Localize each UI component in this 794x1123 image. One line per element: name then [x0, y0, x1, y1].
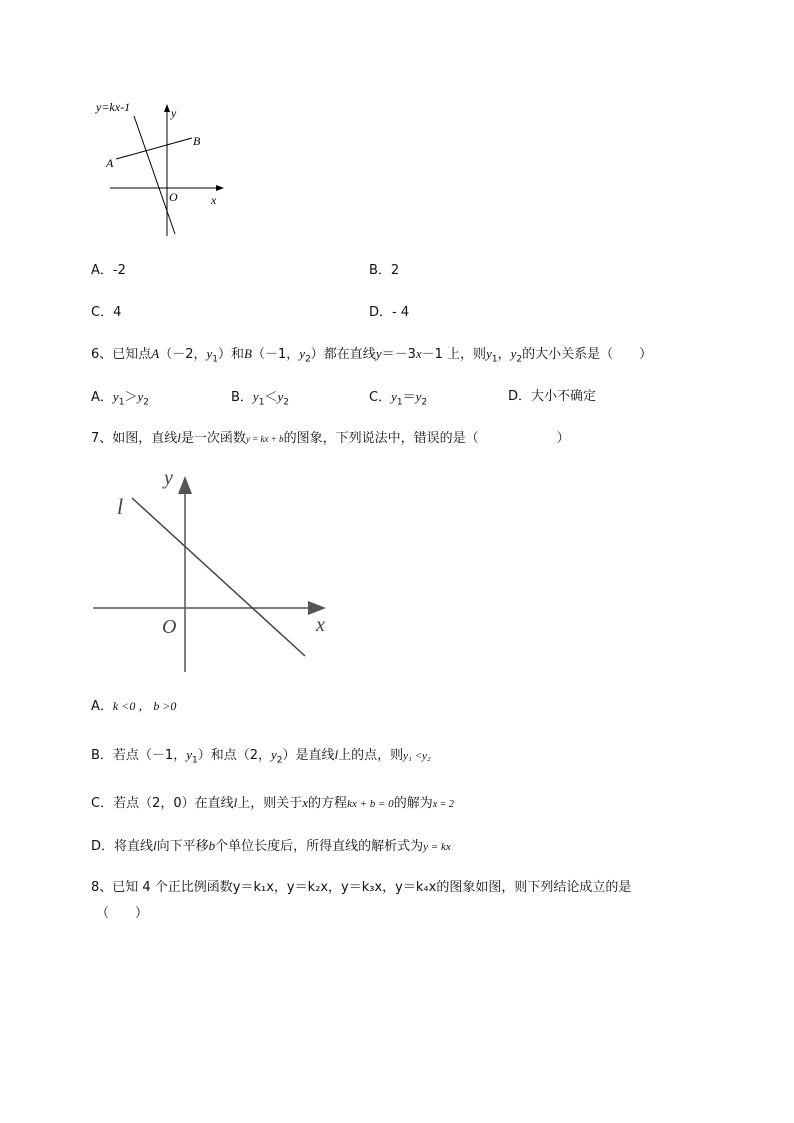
q7-option-c[interactable]: C．若点（2，0）在直线l上，则关于x的方程kx + b = 0的解为x = 2 [91, 795, 454, 811]
segment-ab [116, 138, 192, 159]
line-kx-minus-1 [134, 116, 175, 234]
y-axis-label: y [171, 106, 177, 120]
x-axis-label: x [211, 193, 217, 207]
line-l [132, 498, 305, 656]
line-l-label: l [117, 494, 124, 519]
x-axis-arrow [308, 601, 326, 615]
q6-option-c[interactable]: C．$y_1=y_2$ [369, 389, 428, 408]
q5-option-a[interactable]: A．-2 [91, 263, 126, 278]
point-b-label: B [193, 134, 201, 148]
x-axis-arrow [216, 185, 224, 191]
origin-label: O [162, 616, 177, 638]
line-equation-label: y=kx-1 [96, 100, 131, 114]
q8-question-line1: 8、已知 4 个正比例函数y＝k₁x，y＝k₂x，y＝k₃x，y＝k₄x的图象如图，则下列结论成立的是 [91, 880, 632, 895]
q7-option-a[interactable]: A．k <0 ， b >0 [91, 699, 177, 714]
q7-question: 7、如图，直线l是一次函数y = kx + b的图象，下列说法中，错误的是（ ） [91, 430, 570, 446]
q7-option-d[interactable]: D．将直线l向下平移b个单位长度后，所得直线的解析式为y = kx [91, 838, 451, 854]
x-axis-label: x [316, 614, 325, 636]
figure-line-l [90, 462, 340, 677]
y-axis-arrow [178, 476, 192, 494]
q6-question: 6、已知点A（－2，$y_1$）和B（－1，$y_2$）都在直线y＝－3x－1 上，则$y_1$，$y_2$的大小关系是（ ） [91, 346, 653, 365]
point-a-label: A [106, 156, 114, 170]
y-axis-label: y [164, 467, 173, 489]
y-axis-arrow [164, 104, 170, 112]
q6-option-b[interactable]: B．$y_1<y_2$ [231, 389, 289, 408]
q8-question-line2: （ ） [96, 906, 149, 921]
q6-option-d[interactable]: D．大小不确定 [508, 389, 597, 404]
q7-option-b[interactable]: B．若点（－1，$y_1$）和点（2，$y_2$）是直线l上的点，则y₁ <y₂ [91, 747, 431, 766]
q6-option-a[interactable]: A．$y_1>y_2$ [91, 389, 149, 408]
q5-option-c[interactable]: C．4 [91, 305, 122, 320]
q5-option-d[interactable]: D．- 4 [369, 305, 410, 320]
origin-label: O [169, 190, 178, 204]
q5-option-b[interactable]: B．2 [369, 263, 400, 278]
figure-line-ab [90, 98, 240, 243]
